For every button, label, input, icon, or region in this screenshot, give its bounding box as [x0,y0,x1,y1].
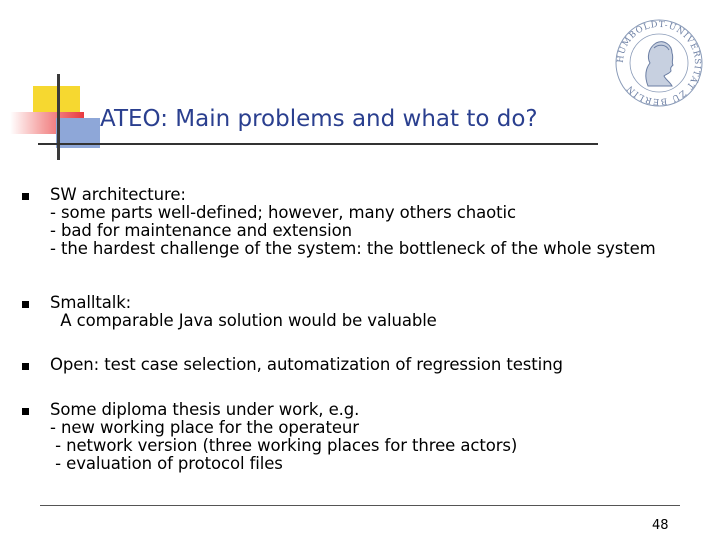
slide-title: ATEO: Main problems and what to do? [100,106,538,132]
bullet-marker [22,193,29,200]
bullet-text-sw-architecture: SW architecture: - some parts well-defined; however, many others chaotic - bad for maintenance and extension - the hardest challenge of the system: the bottleneck of the whole system [50,185,656,258]
title-underline [38,143,598,145]
footer-line [40,505,680,506]
bullet-marker [22,301,29,308]
page-number: 48 [652,518,669,533]
decor-vertical-line [57,74,60,160]
bullet-text-open: Open: test case selection, automatization of regression testing [50,355,563,374]
university-seal-logo [614,18,704,108]
bullet-marker [22,408,29,415]
bullet-marker [22,363,29,370]
bullet-text-diploma: Some diploma thesis under work, e.g. - new working place for the operateur - network version (three working places for three actors) - evaluation of protocol files [50,400,518,473]
seal-text: HUMBOLDT-UNIVERSITÄT ZU BERLIN [615,19,703,107]
bullet-text-smalltalk: Smalltalk: A comparable Java solution would be valuable [50,293,437,330]
